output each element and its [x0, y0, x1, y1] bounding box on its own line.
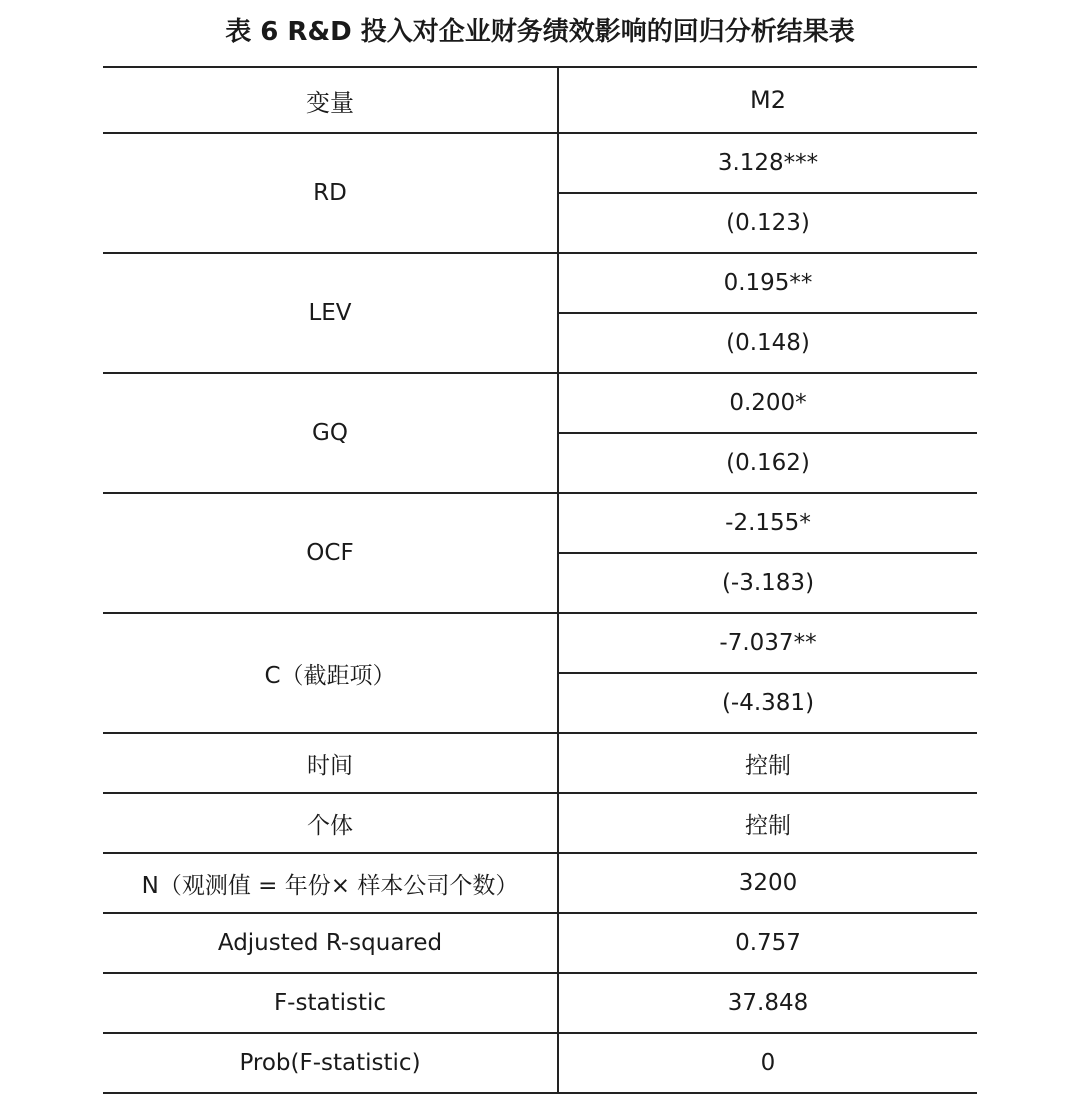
se-value-gq: (0.162) [558, 433, 977, 493]
control-name-entity: 个体 [103, 793, 558, 853]
se-value-intercept: (-4.381) [558, 673, 977, 733]
stat-row-adj-r2 [103, 913, 977, 973]
stat-name-n: N（观测值 = 年份× 样本公司个数） [103, 853, 558, 913]
coef-value-ocf: -2.155* [558, 493, 977, 553]
header-row [103, 67, 977, 133]
stat-row-prob-f [103, 1033, 977, 1093]
variable-name-gq: GQ [103, 373, 558, 493]
stat-name-adj-r2: Adjusted R-squared [103, 913, 558, 973]
regression-table [103, 66, 977, 1094]
stat-row-n [103, 853, 977, 913]
stat-value-prob-f: 0 [558, 1033, 977, 1093]
control-row-time [103, 733, 977, 793]
se-value-ocf: (-3.183) [558, 553, 977, 613]
coef-value-gq: 0.200* [558, 373, 977, 433]
header-model: M2 [558, 67, 977, 133]
control-name-time: 时间 [103, 733, 558, 793]
table-title: 表 6 R&D 投入对企业财务绩效影响的回归分析结果表 [225, 17, 855, 47]
variable-name-intercept: C（截距项） [103, 613, 558, 733]
coef-row-gq [103, 373, 977, 433]
control-value-entity: 控制 [558, 793, 977, 853]
se-value-rd: (0.123) [558, 193, 977, 253]
stat-row-f [103, 973, 977, 1033]
coef-row-rd [103, 133, 977, 193]
variable-name-lev: LEV [103, 253, 558, 373]
stat-name-f: F-statistic [103, 973, 558, 1033]
control-value-time: 控制 [558, 733, 977, 793]
coef-row-ocf [103, 493, 977, 553]
header-variable: 变量 [103, 67, 558, 133]
stat-value-n: 3200 [558, 853, 977, 913]
control-row-entity [103, 793, 977, 853]
coef-value-lev: 0.195** [558, 253, 977, 313]
coef-row-lev [103, 253, 977, 313]
coef-row-intercept [103, 613, 977, 673]
variable-name-rd: RD [103, 133, 558, 253]
coef-value-intercept: -7.037** [558, 613, 977, 673]
stat-value-adj-r2: 0.757 [558, 913, 977, 973]
stat-name-prob-f: Prob(F-statistic) [103, 1033, 558, 1093]
coef-value-rd: 3.128*** [558, 133, 977, 193]
variable-name-ocf: OCF [103, 493, 558, 613]
se-value-lev: (0.148) [558, 313, 977, 373]
stat-value-f: 37.848 [558, 973, 977, 1033]
